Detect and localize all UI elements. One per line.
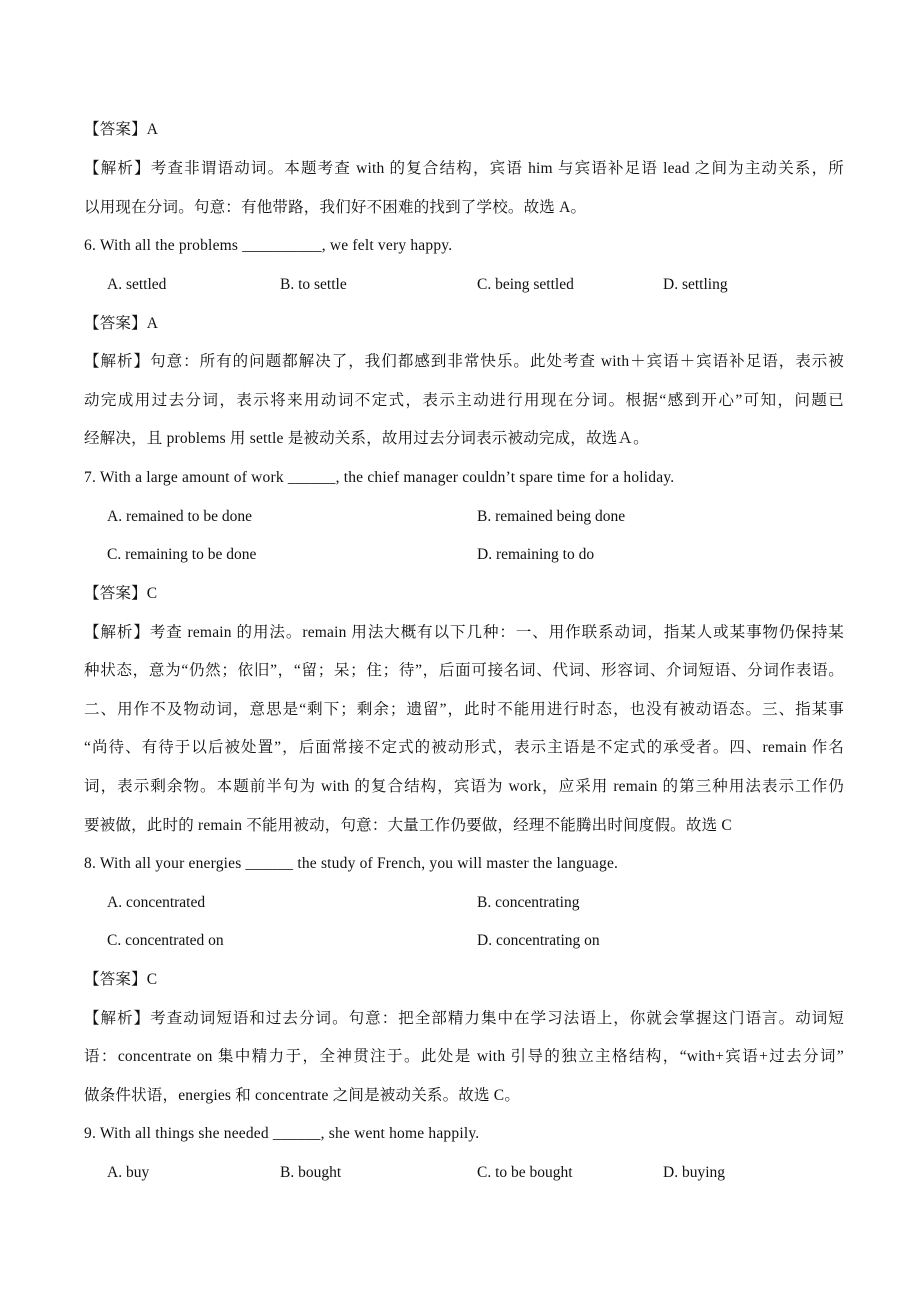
explanation-line: 【解析】考查动词短语和过去分词。句意：把全部精力集中在学习法语上，你就会掌握这门语言。动词短 <box>84 1010 844 1027</box>
explanation-line: 【解析】考查 remain 的用法。remain 用法大概有以下几种：一、用作联系动词，指某人或某事物仍保持某 <box>84 624 844 641</box>
explanation-line: 种状态，意为“仍然；依旧”，“留；呆；住；待”，后面可接名词、代词、形容词、介词短语、分词作表语。 <box>84 662 844 679</box>
explanation-line: 做条件状语，energies 和 concentrate 之间是被动关系。故选 C。 <box>84 1087 521 1104</box>
option-c: C. being settled <box>477 276 574 293</box>
explanation-line: 词，表示剩余物。本题前半句为 with 的复合结构，宾语为 work，应采用 remain 的第三种用法表示工作仍 <box>84 778 844 795</box>
option-d: D. concentrating on <box>477 932 600 949</box>
option-a: A. concentrated <box>107 894 206 911</box>
question-7: 7. With a large amount of work ______, the chief manager couldn’t spare time for a holiday. <box>84 469 675 486</box>
option-d: D. settling <box>663 276 728 293</box>
option-b: B. concentrating <box>477 894 580 911</box>
option-c: C. concentrated on <box>107 932 224 949</box>
answer-label: 【答案】A <box>84 121 159 138</box>
option-a: A. buy <box>107 1164 150 1181</box>
explanation-line: 【解析】句意：所有的问题都解决了，我们都感到非常快乐。此处考查 with＋宾语＋宾语补足语，表示被 <box>84 353 844 370</box>
option-c: C. remaining to be done <box>107 546 257 563</box>
explanation-line: 【解析】考查非谓语动词。本题考查 with 的复合结构，宾语 him 与宾语补足语 lead 之间为主动关系，所 <box>84 160 844 177</box>
answer-label: 【答案】C <box>84 585 158 602</box>
option-d: D. remaining to do <box>477 546 595 563</box>
explanation-line: 以用现在分词。句意：有他带路，我们好不困难的找到了学校。故选 A。 <box>84 199 587 216</box>
answer-label: 【答案】A <box>84 315 159 332</box>
option-b: B. to settle <box>280 276 347 293</box>
question-9: 9. With all things she needed ______, she went home happily. <box>84 1125 480 1142</box>
option-d: D. buying <box>663 1164 725 1181</box>
explanation-line: 经解决，且 problems 用 settle 是被动关系，故用过去分词表示被动完成，故选Ａ。 <box>84 430 649 447</box>
option-c: C. to be bought <box>477 1164 573 1181</box>
explanation-line: 语：concentrate on 集中精力于，全神贯注于。此处是 with 引导的独立主格结构，“with+宾语+过去分词” <box>84 1048 844 1065</box>
answer-label: 【答案】C <box>84 971 158 988</box>
explanation-line: “尚待、有待于以后被处置”，后面常接不定式的被动形式，表示主语是不定式的承受者。四、remain 作名 <box>84 739 844 756</box>
question-6: 6. With all the problems __________, we felt very happy. <box>84 237 453 254</box>
option-a: A. settled <box>107 276 167 293</box>
option-b: B. remained being done <box>477 508 626 525</box>
explanation-line: 要被做，此时的 remain 不能用被动，句意：大量工作仍要做，经理不能腾出时间度假。故选 C <box>84 817 732 834</box>
explanation-line: 二、用作不及物动词，意思是“剩下；剩余；遗留”，此时不能用进行时态，也没有被动语态。三、指某事 <box>84 701 844 718</box>
explanation-line: 动完成用过去分词，表示将来用动词不定式，表示主动进行用现在分词。根据“感到开心”可知，问题已 <box>84 392 844 409</box>
option-a: A. remained to be done <box>107 508 253 525</box>
option-b: B. bought <box>280 1164 342 1181</box>
question-8: 8. With all your energies ______ the study of French, you will master the language. <box>84 855 619 872</box>
